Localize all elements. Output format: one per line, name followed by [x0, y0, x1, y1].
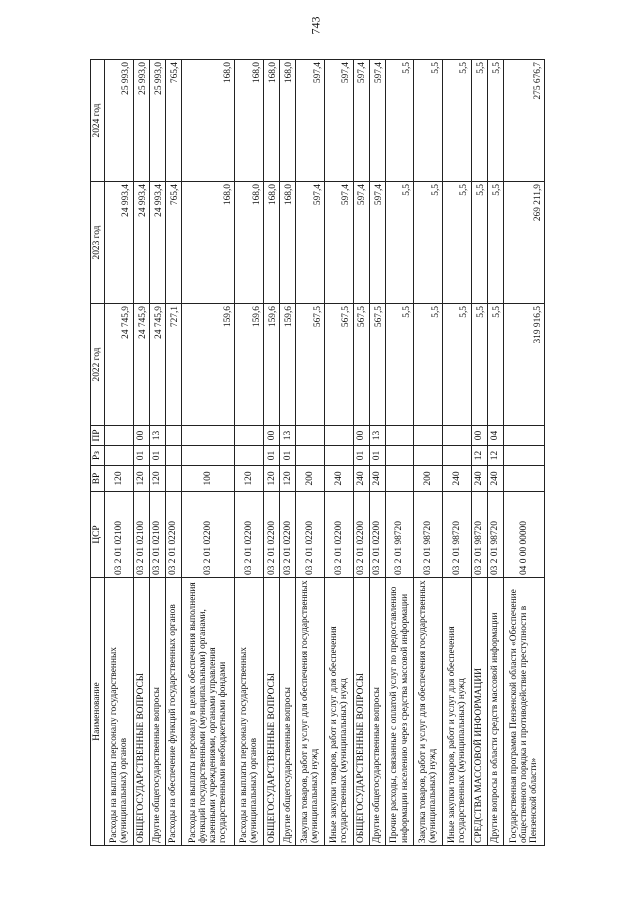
cell-csr: 03 2 01 98720	[385, 492, 414, 578]
cell-name: СРЕДСТВА МАССОВОЙ ИНФОРМАЦИИ	[471, 578, 487, 846]
cell-rz: 12	[471, 446, 487, 466]
cell-2023: 168,0	[235, 182, 264, 304]
cell-2022: 5,5	[385, 304, 414, 426]
cell-pr	[105, 426, 134, 446]
cell-csr: 03 2 01 02100	[133, 492, 149, 578]
cell-2022: 567,5	[353, 304, 369, 426]
table-row	[149, 60, 165, 846]
table-row	[369, 60, 385, 846]
cell-2022: 24 745,9	[133, 304, 149, 426]
cell-pr	[414, 426, 443, 446]
cell-2022: 159,6	[235, 304, 264, 426]
header-2022: 2022 год	[91, 304, 105, 426]
cell-vr: 120	[280, 466, 296, 492]
cell-rz	[414, 446, 443, 466]
cell-csr: 03 2 01 02200	[369, 492, 385, 578]
cell-name: ОБЩЕГОСУДАРСТВЕННЫЕ ВОПРОСЫ	[264, 578, 280, 846]
cell-csr: 03 2 01 02200	[296, 492, 325, 578]
cell-name: Закупка товаров, работ и услуг для обеспечения государственных (муниципальных) нужд	[296, 578, 325, 846]
cell-2024: 5,5	[442, 60, 471, 182]
cell-vr: 120	[105, 466, 134, 492]
cell-pr	[385, 426, 414, 446]
cell-csr: 03 2 01 02200	[264, 492, 280, 578]
cell-2023: 269 211,9	[503, 182, 544, 304]
cell-vr: 240	[471, 466, 487, 492]
cell-2024: 25 993,0	[105, 60, 134, 182]
cell-vr: 240	[324, 466, 353, 492]
cell-rz	[296, 446, 325, 466]
budget-table	[90, 59, 545, 846]
cell-csr: 04 0 00 00000	[503, 492, 544, 578]
cell-pr: 00	[264, 426, 280, 446]
cell-2024: 5,5	[414, 60, 443, 182]
cell-rz	[181, 446, 235, 466]
cell-vr: 120	[235, 466, 264, 492]
cell-csr: 03 2 01 98720	[414, 492, 443, 578]
page-number: 743	[308, 16, 323, 35]
cell-rz: 01	[149, 446, 165, 466]
cell-2023: 597,4	[353, 182, 369, 304]
cell-2024: 597,4	[369, 60, 385, 182]
cell-rz	[442, 446, 471, 466]
table-row	[471, 60, 487, 846]
cell-rz: 01	[353, 446, 369, 466]
cell-2023: 5,5	[414, 182, 443, 304]
header-name: Наименование	[91, 578, 105, 846]
cell-2022: 5,5	[487, 304, 503, 426]
table-row	[414, 60, 443, 846]
cell-2022: 727,1	[165, 304, 181, 426]
cell-vr: 240	[369, 466, 385, 492]
cell-2024: 5,5	[487, 60, 503, 182]
cell-csr: 03 2 01 02200	[353, 492, 369, 578]
cell-name: Расходы на выплаты персоналу в целях обеспечения выполнения функций государственными (муниципальными) органами, казенными учреждениями, органами управления государственными внебюджетными фондами	[181, 578, 235, 846]
cell-csr: 03 2 01 02100	[105, 492, 134, 578]
cell-pr: 00	[133, 426, 149, 446]
header-row	[91, 60, 105, 846]
cell-pr	[165, 426, 181, 446]
cell-pr: 00	[353, 426, 369, 446]
cell-2024: 597,4	[324, 60, 353, 182]
cell-2024: 168,0	[181, 60, 235, 182]
cell-2022: 319 916,5	[503, 304, 544, 426]
cell-name: Другие общегосударственные вопросы	[369, 578, 385, 846]
cell-pr	[296, 426, 325, 446]
cell-vr: 200	[296, 466, 325, 492]
table-row	[385, 60, 414, 846]
cell-2024: 5,5	[385, 60, 414, 182]
cell-rz	[324, 446, 353, 466]
cell-csr: 03 2 01 02200	[324, 492, 353, 578]
cell-csr: 03 2 01 02200	[165, 492, 181, 578]
cell-2022: 159,6	[181, 304, 235, 426]
cell-name: Расходы на выплаты персоналу государственных (муниципальных) органов	[235, 578, 264, 846]
cell-name: Расходы на обеспечение функций государственных органов	[165, 578, 181, 846]
table-body	[105, 60, 545, 846]
cell-2023: 24 993,4	[133, 182, 149, 304]
cell-2022: 567,5	[296, 304, 325, 426]
cell-2022: 24 745,9	[149, 304, 165, 426]
cell-rz: 01	[280, 446, 296, 466]
cell-2022: 5,5	[414, 304, 443, 426]
cell-2023: 5,5	[471, 182, 487, 304]
cell-vr	[165, 466, 181, 492]
cell-2022: 567,5	[369, 304, 385, 426]
cell-pr: 13	[369, 426, 385, 446]
cell-2022: 567,5	[324, 304, 353, 426]
cell-name: Другие общегосударственные вопросы	[280, 578, 296, 846]
table-row	[280, 60, 296, 846]
cell-vr: 240	[487, 466, 503, 492]
cell-csr: 03 2 01 02100	[149, 492, 165, 578]
cell-rz	[503, 446, 544, 466]
cell-2023: 168,0	[280, 182, 296, 304]
rotated-page	[90, 60, 545, 846]
cell-2024: 597,4	[296, 60, 325, 182]
cell-name: ОБЩЕГОСУДАРСТВЕННЫЕ ВОПРОСЫ	[353, 578, 369, 846]
cell-rz: 01	[264, 446, 280, 466]
cell-csr: 03 2 01 02200	[280, 492, 296, 578]
table-row	[487, 60, 503, 846]
cell-vr: 200	[414, 466, 443, 492]
cell-vr: 240	[353, 466, 369, 492]
cell-name: Расходы на выплаты персоналу государственных (муниципальных) органов	[105, 578, 134, 846]
cell-vr: 120	[264, 466, 280, 492]
cell-2024: 25 993,0	[149, 60, 165, 182]
cell-rz: 01	[133, 446, 149, 466]
cell-csr: 03 2 01 98720	[442, 492, 471, 578]
table-row	[235, 60, 264, 846]
cell-2023: 5,5	[385, 182, 414, 304]
cell-2023: 597,4	[296, 182, 325, 304]
cell-rz: 01	[369, 446, 385, 466]
cell-2022: 5,5	[471, 304, 487, 426]
cell-csr: 03 2 01 98720	[487, 492, 503, 578]
header-rz: Рз	[91, 446, 105, 466]
cell-2023: 168,0	[181, 182, 235, 304]
cell-vr: 240	[442, 466, 471, 492]
cell-rz	[165, 446, 181, 466]
cell-2023: 5,5	[442, 182, 471, 304]
cell-csr: 03 2 01 02200	[181, 492, 235, 578]
cell-name: Другие общегосударственные вопросы	[149, 578, 165, 846]
cell-2023: 597,4	[369, 182, 385, 304]
cell-2023: 765,4	[165, 182, 181, 304]
cell-2024: 765,4	[165, 60, 181, 182]
table-row	[264, 60, 280, 846]
cell-csr: 03 2 01 98720	[471, 492, 487, 578]
cell-vr: 120	[149, 466, 165, 492]
cell-rz	[105, 446, 134, 466]
cell-rz	[235, 446, 264, 466]
cell-csr: 03 2 01 02200	[235, 492, 264, 578]
header-2024: 2024 год	[91, 60, 105, 182]
header-csr: ЦСР	[91, 492, 105, 578]
cell-name: Государственная программа Пензенской области «Обеспечение общественного порядка и противодействие преступности в Пензенской области»	[503, 578, 544, 846]
cell-pr	[181, 426, 235, 446]
cell-name: ОБЩЕГОСУДАРСТВЕННЫЕ ВОПРОСЫ	[133, 578, 149, 846]
cell-pr: 13	[280, 426, 296, 446]
table-row	[296, 60, 325, 846]
cell-2023: 24 993,4	[105, 182, 134, 304]
cell-2024: 275 676,7	[503, 60, 544, 182]
cell-2022: 159,6	[264, 304, 280, 426]
table-row	[324, 60, 353, 846]
table-row	[165, 60, 181, 846]
cell-2024: 168,0	[280, 60, 296, 182]
table-row	[181, 60, 235, 846]
cell-vr: 100	[181, 466, 235, 492]
cell-vr: 120	[133, 466, 149, 492]
cell-pr: 00	[471, 426, 487, 446]
cell-pr	[503, 426, 544, 446]
cell-rz	[385, 446, 414, 466]
cell-name: Иные закупки товаров, работ и услуг для обеспечения государственных (муниципальных) нужд	[442, 578, 471, 846]
cell-vr	[503, 466, 544, 492]
cell-2024: 168,0	[264, 60, 280, 182]
cell-pr	[235, 426, 264, 446]
cell-2024: 597,4	[353, 60, 369, 182]
cell-2022: 5,5	[442, 304, 471, 426]
header-vr: ВР	[91, 466, 105, 492]
table-row	[133, 60, 149, 846]
cell-pr: 13	[149, 426, 165, 446]
cell-2022: 24 745,9	[105, 304, 134, 426]
cell-name: Закупка товаров, работ и услуг для обеспечения государственных (муниципальных) нужд	[414, 578, 443, 846]
cell-name: Другие вопросы в области средств массовой информации	[487, 578, 503, 846]
cell-name: Прочие расходы, связанные с оплатой услуг по предоставлению информации населению через средства массовой информации	[385, 578, 414, 846]
cell-pr	[442, 426, 471, 446]
table-row	[503, 60, 544, 846]
cell-2023: 168,0	[264, 182, 280, 304]
header-2023: 2023 год	[91, 182, 105, 304]
cell-vr	[385, 466, 414, 492]
cell-2023: 597,4	[324, 182, 353, 304]
cell-2024: 168,0	[235, 60, 264, 182]
cell-name: Иные закупки товаров, работ и услуг для обеспечения государственных (муниципальных) нужд	[324, 578, 353, 846]
header-pr: ПР	[91, 426, 105, 446]
cell-pr: 04	[487, 426, 503, 446]
cell-2024: 25 993,0	[133, 60, 149, 182]
table-row	[442, 60, 471, 846]
cell-rz: 12	[487, 446, 503, 466]
cell-2024: 5,5	[471, 60, 487, 182]
table-row	[105, 60, 134, 846]
rotated-table-wrapper	[90, 60, 545, 846]
cell-2023: 5,5	[487, 182, 503, 304]
table-row	[353, 60, 369, 846]
cell-pr	[324, 426, 353, 446]
cell-2022: 159,6	[280, 304, 296, 426]
cell-2023: 24 993,4	[149, 182, 165, 304]
